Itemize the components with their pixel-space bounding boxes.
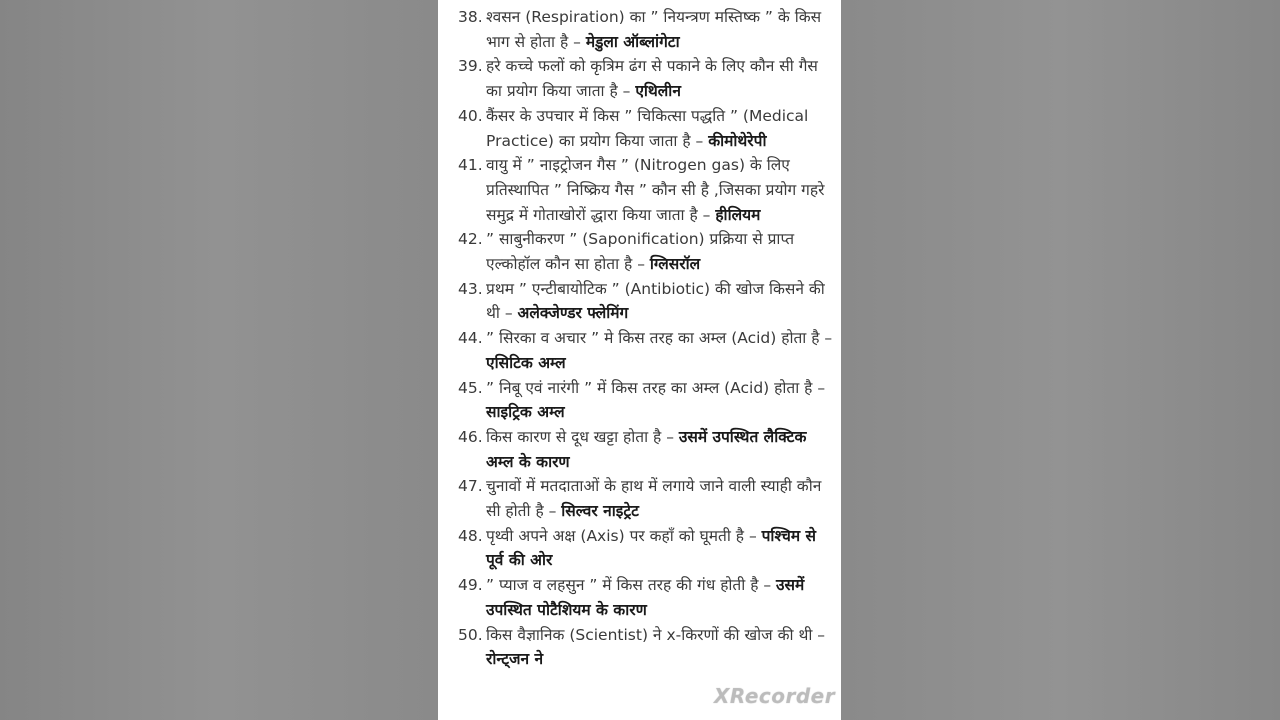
answer-text: उसमें उपस्थित पोटैशियम के कारण [486,576,805,619]
item-number: 43. [458,279,483,298]
list-item [458,326,838,375]
question-text: पृथ्वी अपने अक्ष (Axis) पर कहाँ को घूमती है – [486,526,762,545]
answer-text: एथिलीन [635,82,681,101]
question-text: वायु में ” नाइट्रोजन गैस ” (Nitrogen gas) के लिए प्रतिस्थापित ” निष्क्रिय गैस ” कौन सी है ,जिसका प्रयोग गहरे समुद्र में गोताखोरों द्धारा किया जाता है – [486,156,825,224]
recorder-watermark: XRecorder [714,684,836,708]
list-item [458,623,838,672]
item-number: 49. [458,576,483,595]
answer-text: सिल्वर नाइट्रेट [561,502,639,521]
item-number: 46. [458,427,483,446]
list-item [458,104,838,153]
blurred-background-left [0,0,438,720]
question-text: किस वैज्ञानिक (Scientist) ने x-किरणों की खोज की थी – [486,625,826,644]
item-number: 41. [458,156,483,175]
question-text: ” सिरका व अचार ” मे किस तरह का अम्ल (Acid) होता है – [486,329,833,348]
answer-text: कीमोथेरेपी [708,131,767,150]
question-text: कैंसर के उपचार में किस ” चिकित्सा पद्धति ” (Medical Practice) का प्रयोग किया जाता है – [486,106,809,150]
item-number: 44. [458,329,483,348]
item-number: 50. [458,625,483,644]
item-number: 47. [458,477,483,496]
item-number: 38. [458,8,483,26]
answer-text: साइट्रिक अम्ल [486,403,565,422]
question-list [458,5,838,672]
question-text: ” प्याज व लहसुन ” में किस तरह की गंध होती है – [486,576,777,595]
answer-text: एसिटिक अम्ल [486,353,566,372]
list-item [458,153,838,227]
document-page [438,0,841,720]
answer-text: हीलियम [715,205,761,224]
list-item [458,573,838,622]
question-text: हरे कच्चे फलों को कृत्रिम ढंग से पकाने के लिए कौन सी गैस का प्रयोग किया जाता है – [486,57,818,101]
question-text: चुनावों में मतदाताओं के हाथ में लगाये जाने वाली स्याही कौन सी होती है – [486,477,822,521]
question-text: किस कारण से दूध खट्टा होता है – [486,427,679,446]
question-text: प्रथम ” एन्टीबायोटिक ” (Antibiotic) की खोज किसने की थी – [486,279,825,323]
question-text: श्वसन (Respiration) का ” नियन्त्रण मस्तिष्क ” के किस भाग से होता है – [486,8,822,51]
list-item [458,376,838,425]
list-item [458,5,838,54]
blurred-background-right [841,0,1280,720]
answer-text: ग्लिसरॉल [649,255,701,274]
item-number: 39. [458,57,483,76]
list-item [458,54,838,103]
answer-text: पश्चिम से पूर्व की ओर [486,526,817,570]
question-text: ” निबू एवं नारंगी ” में किस तरह का अम्ल (Acid) होता है – [486,378,826,397]
answer-text: मेडुला ऑब्लांगेटा [585,32,680,51]
item-number: 42. [458,230,483,249]
item-number: 48. [458,526,483,545]
list-item [458,277,838,326]
list-item [458,474,838,523]
question-text: ” साबुनीकरण ” (Saponification) प्रक्रिया से प्राप्त एल्कोहॉल कौन सा होता है – [486,230,795,274]
list-item [458,227,838,276]
answer-text: उसमें उपस्थित लैक्टिक अम्ल के कारण [486,427,807,471]
answer-text: अलेक्जेण्डर फ्लेमिंग [517,304,629,323]
item-number: 40. [458,106,483,125]
answer-text: रोन्ट्जन ने [486,650,544,669]
list-item [458,425,838,474]
item-number: 45. [458,378,483,397]
list-item [458,524,838,573]
